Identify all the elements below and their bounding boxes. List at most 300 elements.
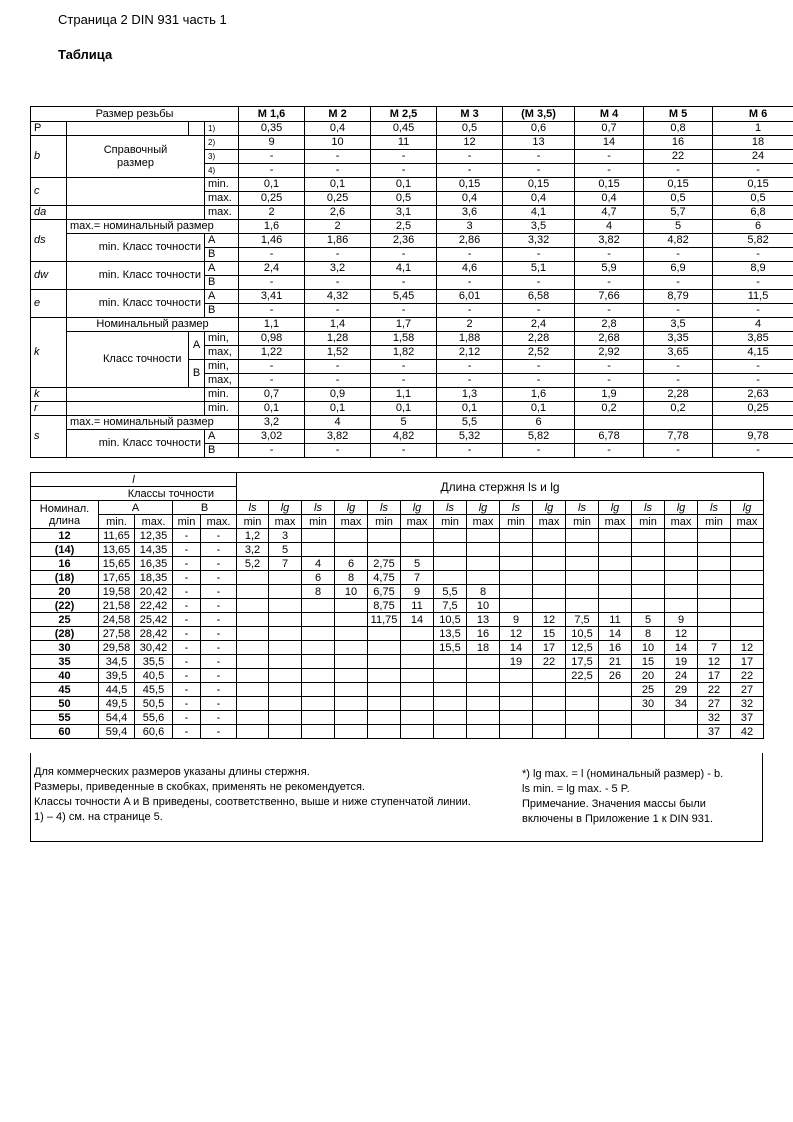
shank-value [533, 543, 566, 557]
value-cell: 0,15 [437, 178, 503, 192]
value-cell: - [575, 360, 644, 374]
value-cell: 2,68 [575, 332, 644, 346]
shank-value [599, 543, 632, 557]
b-min: - [173, 655, 201, 669]
shank-value [566, 571, 599, 585]
param-b: b [31, 136, 67, 178]
value-cell: 3,5 [644, 318, 713, 332]
shank-value [599, 697, 632, 711]
shank-value: 9 [500, 613, 533, 627]
shank-value [302, 641, 335, 655]
a-max: 30,42 [135, 641, 173, 655]
shank-value [434, 543, 467, 557]
value-cell: - [503, 276, 575, 290]
value-cell: - [437, 360, 503, 374]
value-cell: - [239, 304, 305, 318]
nominal-length: (14) [31, 543, 99, 557]
min-header: min. [99, 515, 135, 529]
shank-value [533, 711, 566, 725]
value-cell: 5 [371, 416, 437, 430]
shank-value: 10,5 [434, 613, 467, 627]
value-cell: - [437, 444, 503, 458]
value-cell: 5,7 [644, 206, 713, 220]
shank-value [731, 543, 764, 557]
value-cell: - [713, 360, 793, 374]
value-cell: 4,82 [371, 430, 437, 444]
shank-title: Длина стержня ls и lg [237, 473, 764, 501]
value-cell [575, 416, 644, 430]
length-table [30, 472, 764, 739]
value-cell: 5,32 [437, 430, 503, 444]
value-cell: 0,25 [713, 402, 793, 416]
value-cell: - [503, 360, 575, 374]
value-cell: 0,45 [371, 122, 437, 136]
a-min: 19,58 [99, 585, 135, 599]
value-cell: 6,9 [644, 262, 713, 276]
shank-value: 10,5 [566, 627, 599, 641]
shank-value [434, 529, 467, 543]
b-min: - [173, 711, 201, 725]
footer-note-3: Классы точности A и B приведены, соответственно, выше и ниже ступенчатой линии. [34, 796, 471, 808]
shank-value [533, 697, 566, 711]
grade-a: A [189, 332, 205, 360]
shank-value [269, 627, 302, 641]
value-cell: - [437, 276, 503, 290]
shank-value [269, 711, 302, 725]
shank-value [500, 599, 533, 613]
shank-value [698, 529, 731, 543]
value-cell: 1,22 [239, 346, 305, 360]
param-p: P [31, 122, 67, 136]
grade-b: B [205, 276, 239, 290]
shank-value: 37 [731, 711, 764, 725]
value-cell: 5,1 [503, 262, 575, 276]
value-cell: 0,25 [305, 192, 371, 206]
size-column-header: M 6 [713, 107, 793, 122]
value-cell: 0,1 [305, 402, 371, 416]
shank-value [368, 683, 401, 697]
value-cell: 3 [437, 220, 503, 234]
shank-value [335, 683, 368, 697]
shank-value [500, 697, 533, 711]
value-cell: 1,82 [371, 346, 437, 360]
table-cell [67, 206, 205, 220]
value-cell: 4,15 [713, 346, 793, 360]
value-cell: 4,32 [305, 290, 371, 304]
shank-value [566, 599, 599, 613]
shank-value [335, 655, 368, 669]
shank-value [599, 571, 632, 585]
shank-value [698, 543, 731, 557]
value-cell: - [575, 164, 644, 178]
k-class: Класс точности [67, 332, 189, 388]
shank-value [467, 683, 500, 697]
b-desc: Справочный размер [67, 136, 205, 178]
shank-value [698, 599, 731, 613]
shank-value: 19 [500, 655, 533, 669]
shank-value: 7 [698, 641, 731, 655]
value-cell: - [644, 444, 713, 458]
value-cell: 1,46 [239, 234, 305, 248]
shank-value [401, 697, 434, 711]
shank-value: 4 [302, 557, 335, 571]
value-cell: 0,35 [239, 122, 305, 136]
shank-value [434, 557, 467, 571]
shank-value [368, 711, 401, 725]
shank-value [467, 697, 500, 711]
b-min: - [173, 557, 201, 571]
value-cell: 6,78 [575, 430, 644, 444]
size-column-header: M 2 [305, 107, 371, 122]
b-min: - [173, 585, 201, 599]
value-cell: 1,6 [503, 388, 575, 402]
value-cell: - [503, 150, 575, 164]
shank-value: 6 [335, 557, 368, 571]
shank-value: 4,75 [368, 571, 401, 585]
shank-value [302, 711, 335, 725]
shank-value: 37 [698, 725, 731, 739]
size-column-header: M 1,6 [239, 107, 305, 122]
shank-value [731, 627, 764, 641]
shank-value: 10 [632, 641, 665, 655]
grade-b-header: B [173, 501, 237, 515]
footnote-ref: 4) [205, 164, 239, 178]
shank-value: 7 [401, 571, 434, 585]
b-max: - [201, 571, 237, 585]
shank-value: 10 [467, 599, 500, 613]
value-cell: 1,9 [575, 388, 644, 402]
param-dw: dw [31, 262, 67, 290]
shank-value [302, 697, 335, 711]
max-header: max [269, 515, 302, 529]
value-cell: 0,2 [575, 402, 644, 416]
lg-header: lg [665, 501, 698, 515]
nominal-length: 20 [31, 585, 99, 599]
shank-value [500, 529, 533, 543]
ls-header: ls [434, 501, 467, 515]
a-max: 25,42 [135, 613, 173, 627]
b-min: - [173, 571, 201, 585]
max-label: max. [205, 192, 239, 206]
value-cell: - [305, 444, 371, 458]
value-cell: - [503, 374, 575, 388]
value-cell: 1,86 [305, 234, 371, 248]
min-header: min [302, 515, 335, 529]
a-min: 13,65 [99, 543, 135, 557]
table-cell [67, 388, 205, 402]
shank-value [698, 571, 731, 585]
max-header: max. [201, 515, 237, 529]
shank-value: 2,75 [368, 557, 401, 571]
value-cell: 6 [503, 416, 575, 430]
shank-value [401, 529, 434, 543]
value-cell: 2,52 [503, 346, 575, 360]
shank-value [269, 641, 302, 655]
value-cell: - [371, 276, 437, 290]
value-cell: 2,86 [437, 234, 503, 248]
value-cell: - [239, 150, 305, 164]
ds-nominal: max.= номинальный размер [67, 220, 239, 234]
shank-value [533, 571, 566, 585]
min-header: min [237, 515, 269, 529]
b-max: - [201, 613, 237, 627]
shank-value [335, 543, 368, 557]
shank-value [467, 543, 500, 557]
value-cell: - [371, 374, 437, 388]
value-cell: - [575, 248, 644, 262]
a-max: 16,35 [135, 557, 173, 571]
shank-value [665, 599, 698, 613]
param-k2: k [31, 388, 67, 402]
footer-notes [30, 753, 763, 842]
shank-value [467, 655, 500, 669]
shank-value [500, 585, 533, 599]
shank-value [467, 669, 500, 683]
shank-value [500, 683, 533, 697]
value-cell: 4,1 [503, 206, 575, 220]
shank-value [368, 655, 401, 669]
shank-value [401, 627, 434, 641]
shank-value: 11 [599, 613, 632, 627]
b-max: - [201, 599, 237, 613]
value-cell: - [305, 248, 371, 262]
min-header: min [173, 515, 201, 529]
shank-value: 27 [731, 683, 764, 697]
shank-value [335, 613, 368, 627]
dw-class: min. Класс точности [67, 262, 205, 290]
shank-value [335, 725, 368, 739]
param-ds: ds [31, 220, 67, 262]
shank-value [237, 627, 269, 641]
value-cell: - [644, 248, 713, 262]
value-cell: 0,9 [305, 388, 371, 402]
param-k: k [31, 318, 67, 388]
a-min: 11,65 [99, 529, 135, 543]
value-cell: 0,8 [644, 122, 713, 136]
value-cell: 12 [437, 136, 503, 150]
max-header: max [467, 515, 500, 529]
footer-note-4: 1) – 4) см. на странице 5. [34, 811, 163, 823]
shank-value: 12 [698, 655, 731, 669]
value-cell: - [713, 304, 793, 318]
b-max: - [201, 711, 237, 725]
shank-value: 20 [632, 669, 665, 683]
value-cell: 4,82 [644, 234, 713, 248]
grade-b: B [205, 444, 239, 458]
nominal-length: 12 [31, 529, 99, 543]
shank-value [269, 725, 302, 739]
shank-value: 8,75 [368, 599, 401, 613]
footnote-ref: 2) [205, 136, 239, 150]
shank-value [237, 669, 269, 683]
max-header: max [665, 515, 698, 529]
shank-value: 24 [665, 669, 698, 683]
shank-value [599, 557, 632, 571]
shank-value [302, 599, 335, 613]
shank-value [632, 557, 665, 571]
value-cell: 0,15 [575, 178, 644, 192]
shank-value [434, 725, 467, 739]
shank-value [368, 627, 401, 641]
shank-value [269, 599, 302, 613]
footer-note-2: Размеры, приведенные в скобках, применять не рекомендуется. [34, 781, 365, 793]
value-cell: 0,1 [371, 402, 437, 416]
lg-header: lg [533, 501, 566, 515]
value-cell: - [575, 374, 644, 388]
shank-value [401, 641, 434, 655]
b-max: - [201, 641, 237, 655]
value-cell: 3,32 [503, 234, 575, 248]
shank-value: 5 [269, 543, 302, 557]
shank-value [665, 529, 698, 543]
value-cell: 0,5 [437, 122, 503, 136]
shank-value [434, 683, 467, 697]
shank-value: 22 [533, 655, 566, 669]
shank-value: 22,5 [566, 669, 599, 683]
value-cell: - [305, 164, 371, 178]
min-label: min. [205, 402, 239, 416]
footnote-ref: 1) [205, 122, 239, 136]
b-min: - [173, 697, 201, 711]
shank-value [302, 669, 335, 683]
shank-value [731, 613, 764, 627]
shank-value [302, 543, 335, 557]
value-cell: - [503, 304, 575, 318]
b-min: - [173, 725, 201, 739]
shank-value [335, 641, 368, 655]
shank-value [533, 585, 566, 599]
shank-value [566, 683, 599, 697]
shank-value [500, 725, 533, 739]
shank-value: 7,5 [434, 599, 467, 613]
shank-value [566, 725, 599, 739]
s-nominal: max.= номинальный размер [67, 416, 239, 430]
value-cell: - [713, 248, 793, 262]
value-cell: 2 [239, 206, 305, 220]
value-cell: 13 [503, 136, 575, 150]
shank-value [533, 725, 566, 739]
value-cell: 3,65 [644, 346, 713, 360]
nominal-length: 40 [31, 669, 99, 683]
shank-value [467, 571, 500, 585]
grade-a: A [205, 234, 239, 248]
shank-value: 3 [269, 529, 302, 543]
value-cell: 2,63 [713, 388, 793, 402]
value-cell: 1,52 [305, 346, 371, 360]
lg-header: lg [335, 501, 368, 515]
grade-a: A [205, 262, 239, 276]
shank-value: 8 [335, 571, 368, 585]
ls-header: ls [632, 501, 665, 515]
value-cell: - [713, 374, 793, 388]
shank-value [500, 711, 533, 725]
shank-value [434, 669, 467, 683]
value-cell: 0,5 [371, 192, 437, 206]
a-min: 59,4 [99, 725, 135, 739]
shank-value [731, 557, 764, 571]
shank-value [335, 627, 368, 641]
value-cell: 14 [575, 136, 644, 150]
value-cell: 2,4 [239, 262, 305, 276]
shank-value [698, 585, 731, 599]
shank-value [632, 529, 665, 543]
shank-value: 8 [302, 585, 335, 599]
shank-value [368, 725, 401, 739]
shank-value [632, 571, 665, 585]
shank-value [533, 669, 566, 683]
min-label: min. [205, 178, 239, 192]
a-min: 27,58 [99, 627, 135, 641]
b-max: - [201, 725, 237, 739]
shank-value [237, 697, 269, 711]
shank-value: 26 [599, 669, 632, 683]
shank-value: 1,2 [237, 529, 269, 543]
value-cell: 3,2 [239, 416, 305, 430]
shank-value: 21 [599, 655, 632, 669]
value-cell: 0,1 [239, 402, 305, 416]
b-max: - [201, 697, 237, 711]
ls-header: ls [566, 501, 599, 515]
shank-value: 5 [401, 557, 434, 571]
shank-value: 30 [632, 697, 665, 711]
shank-value [237, 683, 269, 697]
shank-value: 18 [467, 641, 500, 655]
value-cell: 0,1 [305, 178, 371, 192]
shank-value [500, 669, 533, 683]
shank-value [632, 543, 665, 557]
size-column-header: M 3 [437, 107, 503, 122]
shank-value [599, 711, 632, 725]
shank-value: 15 [632, 655, 665, 669]
value-cell: 10 [305, 136, 371, 150]
min-header: min [434, 515, 467, 529]
a-max: 20,42 [135, 585, 173, 599]
value-cell: 0,1 [371, 178, 437, 192]
a-max: 35,5 [135, 655, 173, 669]
shank-value: 6,75 [368, 585, 401, 599]
max-header: max [533, 515, 566, 529]
b-max: - [201, 557, 237, 571]
value-cell: 5,82 [713, 234, 793, 248]
shank-value [566, 585, 599, 599]
shank-value [434, 711, 467, 725]
value-cell: 2,4 [503, 318, 575, 332]
value-cell: 1,28 [305, 332, 371, 346]
shank-value [335, 529, 368, 543]
shank-value: 5 [632, 613, 665, 627]
shank-value [237, 585, 269, 599]
value-cell: - [305, 150, 371, 164]
shank-value [302, 613, 335, 627]
value-cell: - [644, 304, 713, 318]
value-cell: - [503, 164, 575, 178]
max-header: max [335, 515, 368, 529]
ls-header: ls [500, 501, 533, 515]
shank-value [731, 585, 764, 599]
value-cell: 0,5 [713, 192, 793, 206]
value-cell: - [713, 276, 793, 290]
shank-value [434, 697, 467, 711]
shank-value [698, 613, 731, 627]
a-max: 50,5 [135, 697, 173, 711]
grade-a: A [205, 290, 239, 304]
shank-value [401, 669, 434, 683]
value-cell: 5,45 [371, 290, 437, 304]
shank-value [467, 529, 500, 543]
nominal-length: 55 [31, 711, 99, 725]
value-cell: - [239, 164, 305, 178]
shank-value: 22 [731, 669, 764, 683]
